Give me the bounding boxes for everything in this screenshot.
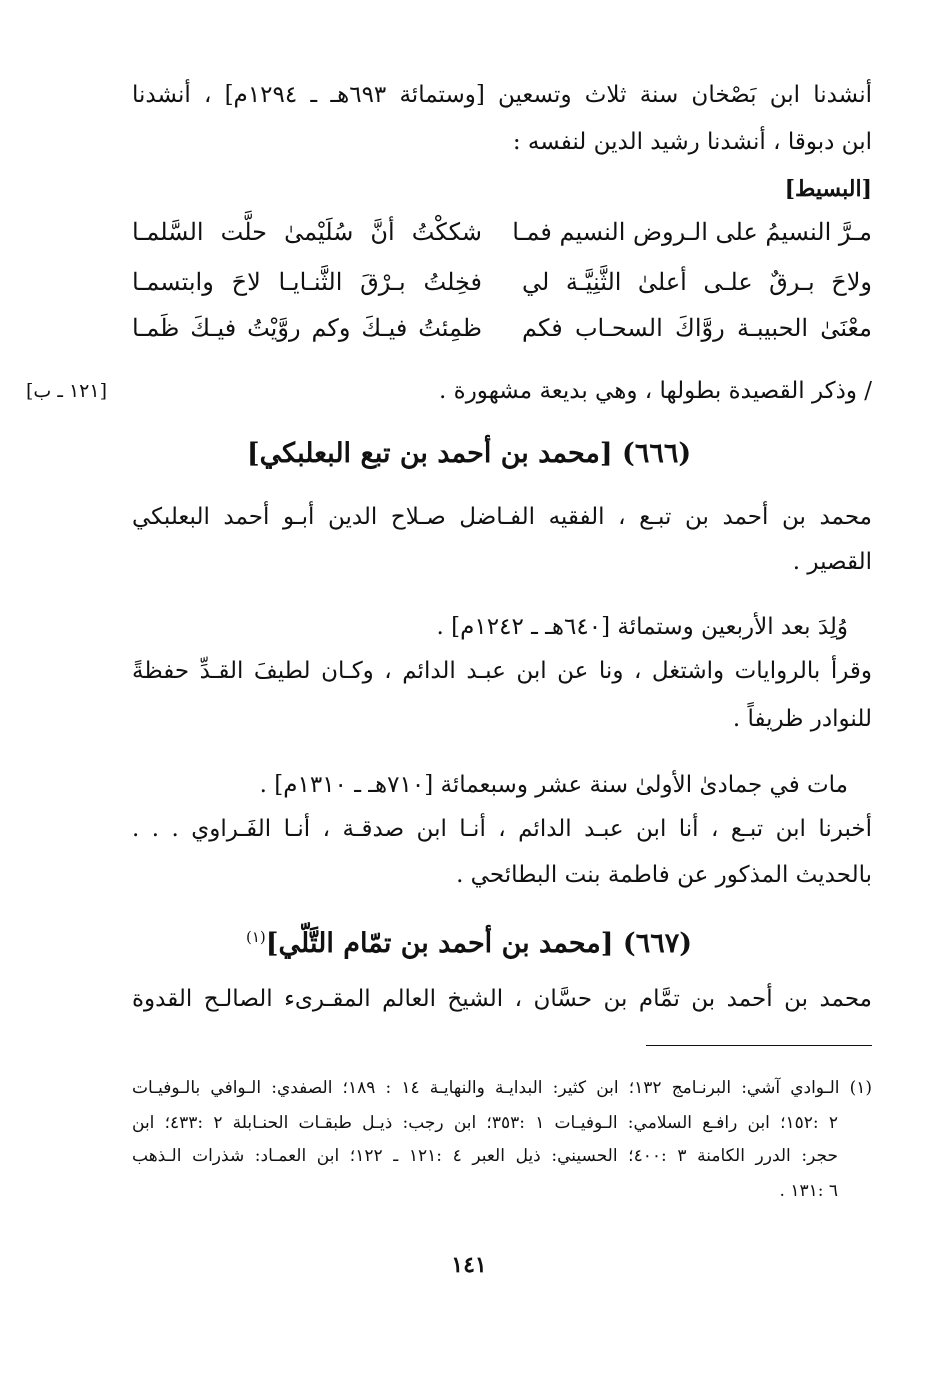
footnote-reference-mark: (١) [246,928,266,946]
verse-first-hemistich: مـرَّ النسيمُ على الـروض النسيم فمـا [512,218,872,246]
entry-heading-667-text: (٦٦٧) [محمد بن أحمد بن تمّام التَّلّي] [265,928,692,959]
entry-666-line: محمد بن أحمد بن تبـع ، الفقيه الفـاضل صـلاح الدين أبـو أحمد البعلبكي [132,504,872,530]
entry-666-line: أخبرنا ابن تبـع ، أنا ابن عبـد الدائم ، أنـا ابن صدقـة ، أنـا الفَـراوي . . . [132,816,872,842]
verse-second-hemistich: شككْتُ أنَّ سُلَيْمىٰ حلَّت السَّلمـا [132,218,482,246]
poem-verse [132,260,872,304]
poem-verse [132,210,872,254]
entry-666-line: مات في جمادىٰ الأولىٰ سنة عشر وسبعمائة [٧١٠هـ ـ ١٣١٠م] . [259,772,848,798]
verse-first-hemistich: معْنَىٰ الحبيبـة روَّاكَ السحـاب فكم [522,314,872,342]
footnote-line: ٢ :١٥٢؛ ابن رافـع السلامي: الـوفيـات ١ :٣٥٣؛ ابن رجب: ذيـل طبقـات الحنـابلة ٢ :٤٣٣؛ ابن [132,1113,838,1133]
intro-line: ابن دبوقا ، أنشدنا رشيد الدين لنفسه : [512,129,872,155]
entry-667-line: محمد بن أحمد بن تمَّام بن حسَّان ، الشيخ العالم المقـرىء الصالـح القدوة [132,986,872,1012]
entry-666-line: بالحديث المذكور عن فاطمة بنت البطائحي . [456,862,872,888]
entry-666-line: وقرأ بالروايات واشتغل ، ونا عن ابن عبـد الدائم ، وكـان لطيفَ القـدِّ حفظةً [132,658,872,684]
footnote-line: ٦ :١٣١ . [779,1181,838,1201]
entry-heading-667 [0,915,938,966]
after-poem-line: / وذكر القصيدة بطولها ، وهي بديعة مشهورة . [439,378,872,404]
poem-verse [132,306,872,350]
entry-666-line: للنوادر ظريفاً . [732,706,872,732]
verse-second-hemistich: فخِلتُ بـرْقَ الثَّنـايـا لاحَ وابتسمـا [132,268,482,296]
entry-666-line: القصير . [792,549,872,575]
intro-line: أنشدنا ابن بَصْخان سنة ثلاث وتسعين [وستمائة ٦٩٣هـ ـ ١٢٩٤م] ، أنشدنا [132,82,872,108]
footnote-separator [646,1045,872,1046]
poem-meter-label: [البسيط] [784,176,872,202]
footnote-line: (١) الـوادي آشي: البرنـامج ١٣٢؛ ابن كثير: البدايـة والنهايـة ١٤ : ١٨٩؛ الصفدي: الـوافي بالـوفيـات [132,1078,873,1098]
footnote-line: حجر: الدرر الكامنة ٣ :٤٠٠؛ الحسيني: ذيل العبر ٤ :١٢١ ـ ١٢٢؛ ابن العمـاد: شذرات الـذهب [132,1146,838,1166]
entry-666-line: وُلِدَ بعد الأربعين وستمائة [٦٤٠هـ ـ ١٢٤٢م] . [436,614,848,640]
verse-first-hemistich: ولاحَ بـرقٌ علـى أعلىٰ الثَّنِيَّـة لي [522,268,872,296]
entry-heading-666: (٦٦٦) [محمد بن أحمد بن تبع البعلبكي] [246,438,692,469]
page-number: ١٤١ [451,1252,487,1278]
margin-folio-note: [١٢١ ـ ب] [26,380,107,402]
verse-second-hemistich: ظمِئتُ فيـكَ وكم روَّيْتُ فيـكَ ظَمـا [132,314,482,342]
